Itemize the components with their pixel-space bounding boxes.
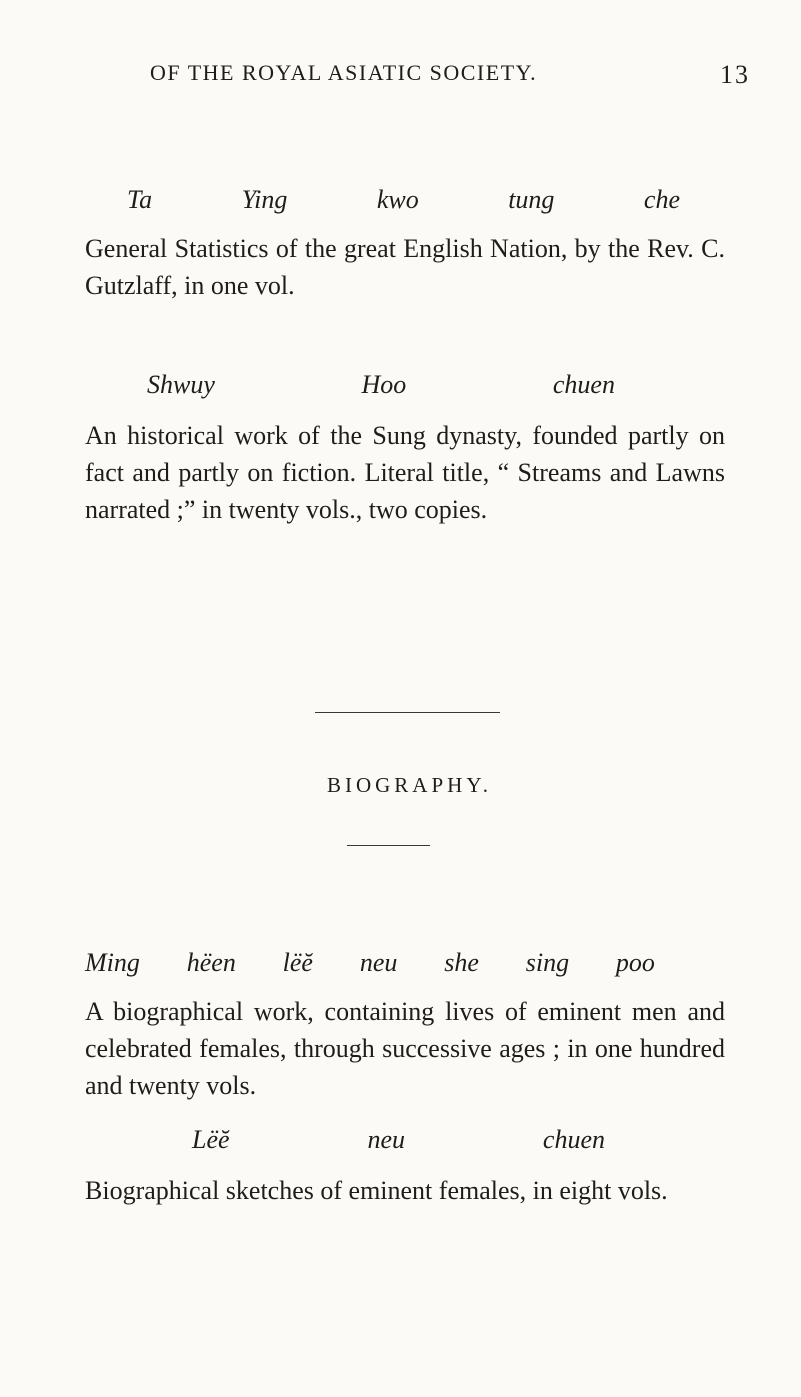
romanized-syllable: Lëĕ: [192, 1125, 230, 1154]
section-divider-bottom: [347, 845, 430, 846]
catalog-entry: [85, 1120, 725, 1209]
romanized-syllable: chuen: [542, 1125, 605, 1154]
section-heading: BIOGRAPHY.: [326, 773, 493, 797]
romanized-syllable: che: [643, 185, 680, 214]
running-head-title: OF THE ROYAL ASIATIC SOCIETY.: [150, 60, 538, 85]
romanized-title: [85, 1120, 725, 1160]
romanized-syllable: she: [444, 948, 479, 977]
romanized-syllable: chuen: [552, 370, 615, 399]
entry-description: Biographical sketches of eminent females, in eight vols.: [85, 1176, 668, 1205]
section-divider-top: [315, 712, 500, 713]
entry-description: A biographical work, containing lives of eminent men and celebrated females, through successive ages ; in one hundred and twenty vols.: [85, 997, 725, 1100]
entry-description: General Statistics of the great English Nation, by the Rev. C. Gutzlaff, in one vol.: [85, 234, 725, 300]
romanized-syllable: Ming: [85, 948, 140, 977]
catalog-entry: [85, 943, 725, 1104]
romanized-title: [85, 365, 725, 405]
romanized-syllable: neu: [359, 948, 398, 977]
romanized-title: [85, 943, 725, 983]
romanized-syllable: Ying: [241, 185, 288, 214]
page-number: 13: [720, 60, 750, 89]
catalog-entry: [85, 180, 725, 304]
romanized-syllable: sing: [525, 948, 570, 977]
romanized-syllable: kwo: [376, 185, 419, 214]
romanized-title: [85, 180, 725, 220]
catalog-entry: [85, 365, 725, 528]
romanized-syllable: tung: [508, 185, 555, 214]
romanized-syllable: Hoo: [361, 370, 407, 399]
romanized-syllable: neu: [367, 1125, 405, 1154]
romanized-syllable: Ta: [127, 185, 153, 214]
romanized-syllable: lëĕ: [282, 948, 313, 977]
romanized-syllable: poo: [615, 948, 655, 977]
entry-description: An historical work of the Sung dynasty, founded partly on fact and partly on fiction. Literal title, “ Streams and Lawns narrated ;” in twenty vols., two copies.: [85, 421, 725, 524]
romanized-syllable: Shwuy: [147, 370, 215, 399]
romanized-syllable: hëen: [186, 948, 236, 977]
